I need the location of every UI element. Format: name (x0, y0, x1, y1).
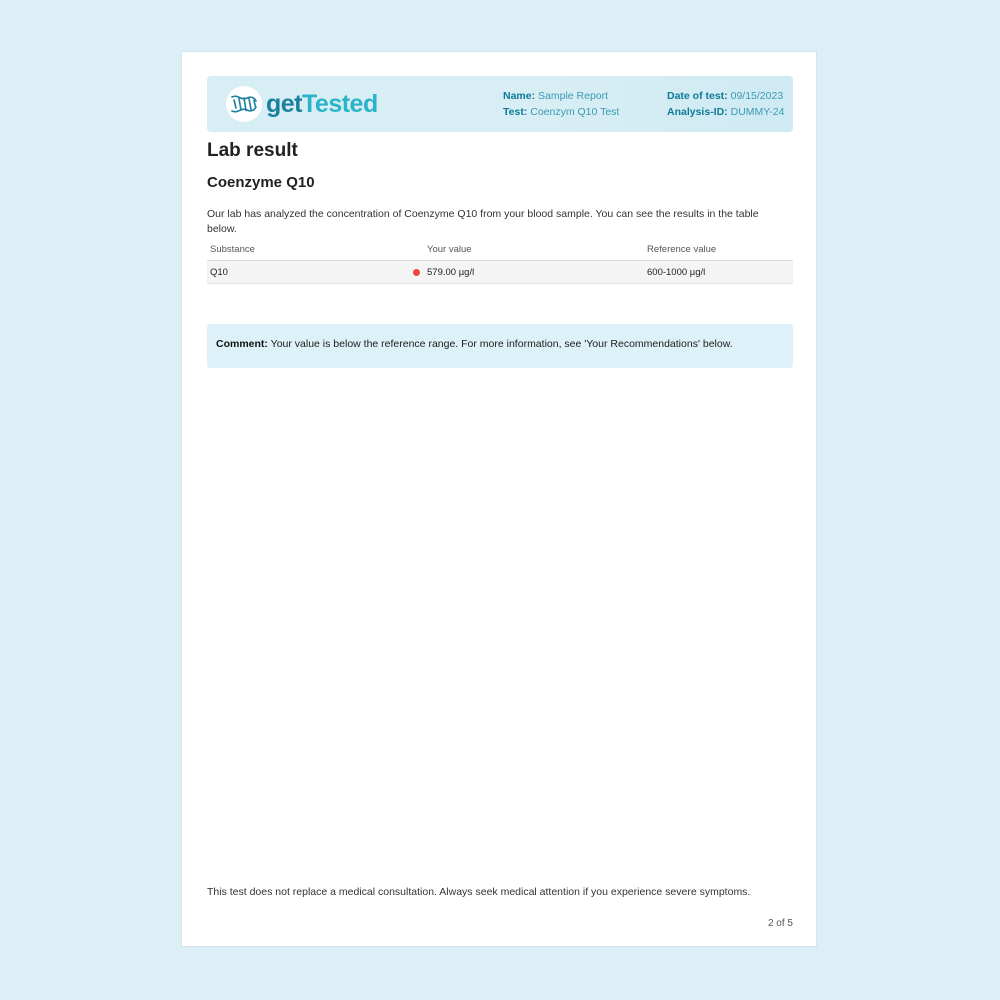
header-date-label: Date of test: (667, 90, 728, 102)
disclaimer-text: This test does not replace a medical consultation. Always seek medical attention if you experience severe symptoms. (207, 886, 751, 898)
intro-paragraph: Our lab has analyzed the concentration of Coenzyme Q10 from your blood sample. You can see the results in the table below. (207, 208, 759, 235)
header-date-row (667, 88, 784, 104)
brand-logo (226, 86, 378, 122)
brand-name-get: get (266, 89, 302, 118)
cell-your-value-text: 579.00 µg/l (427, 266, 475, 278)
column-header-substance: Substance (210, 244, 255, 255)
brand-name (266, 90, 378, 119)
table-row (207, 261, 793, 284)
cell-reference-value: 600-1000 µg/l (647, 266, 706, 278)
header-test-label: Test: (503, 106, 528, 118)
header-test-value: Coenzym Q10 Test (530, 106, 620, 118)
header-name-label: Name: (503, 90, 536, 102)
cell-your-value (427, 267, 647, 278)
dna-helix-icon (226, 86, 262, 122)
header-name-row (503, 88, 619, 104)
header-meta-left (503, 88, 619, 120)
header-analysis-value: DUMMY-24 (730, 106, 785, 118)
comment-box (207, 324, 793, 368)
column-header-reference-value: Reference value (647, 244, 717, 255)
brand-name-tested: Tested (302, 89, 378, 118)
header-analysis-label: Analysis-ID: (667, 106, 728, 118)
cell-substance: Q10 (210, 266, 228, 278)
comment-label: Comment: (216, 338, 268, 350)
status-dot-icon (413, 269, 420, 276)
header-meta-right (667, 88, 784, 120)
header-date-value: 09/15/2023 (730, 90, 784, 102)
comment-body: Your value is below the reference range. For more information, see 'Your Recommendations' below. (267, 338, 733, 350)
column-header-your-value: Your value (427, 244, 472, 255)
header-name-value: Sample Report (538, 90, 609, 102)
page-title: Lab result (207, 140, 298, 161)
comment-text (216, 338, 733, 350)
report-page (181, 51, 817, 947)
header-analysis-row (667, 104, 784, 120)
results-table (207, 244, 793, 284)
header-test-row (503, 104, 619, 120)
page-subtitle: Coenzyme Q10 (207, 174, 315, 191)
page-indicator: 2 of 5 (767, 918, 793, 929)
report-header-band (207, 76, 793, 132)
table-header-row (207, 244, 793, 261)
